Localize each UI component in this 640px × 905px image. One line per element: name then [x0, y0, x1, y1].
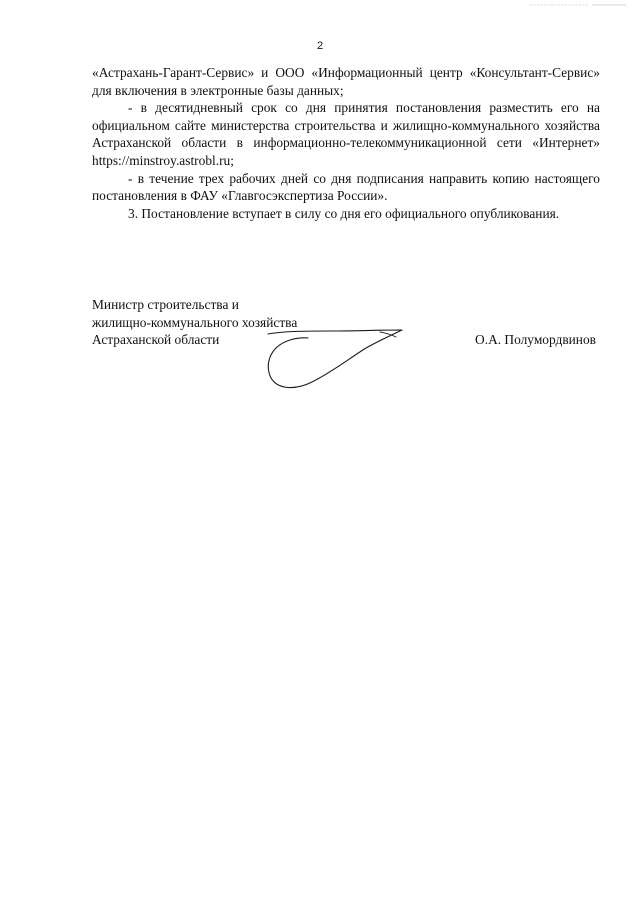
scan-corner-mark	[530, 3, 626, 7]
signer-position-line-2: жилищно-коммунального хозяйства	[92, 314, 298, 330]
paragraph-databases: «Астрахань-Гарант-Сервис» и ООО «Информационный центр «Консультант-Сервис» для включения в электронные базы данных;	[92, 65, 600, 98]
signer-position-line-1: Министр строительства и	[92, 297, 239, 312]
document-body	[92, 64, 600, 222]
paragraph-send-copy: - в течение трех рабочих дней со дня подписания направить копию настоящего постановления в ФАУ «Главгосэкспертиза России».	[92, 170, 600, 204]
paragraph-website-publication: - в десятидневный срок со дня принятия постановления разместить его на официальном сайте министерства строительства и жилищно-коммунального хозяйства Астраханской области в информационно-телекоммуникационной сети «Интернет» https://minstroy.astrobl.ru;	[92, 100, 600, 168]
handwritten-signature	[262, 320, 408, 392]
signer-position-line-3: Астраханской области	[92, 332, 220, 348]
paragraph-entry-into-force: 3. Постановление вступает в силу со дня его официального опубликования.	[128, 205, 560, 221]
signer-name: О.А. Полумордвинов	[475, 332, 596, 347]
page-number: 2	[316, 40, 324, 52]
